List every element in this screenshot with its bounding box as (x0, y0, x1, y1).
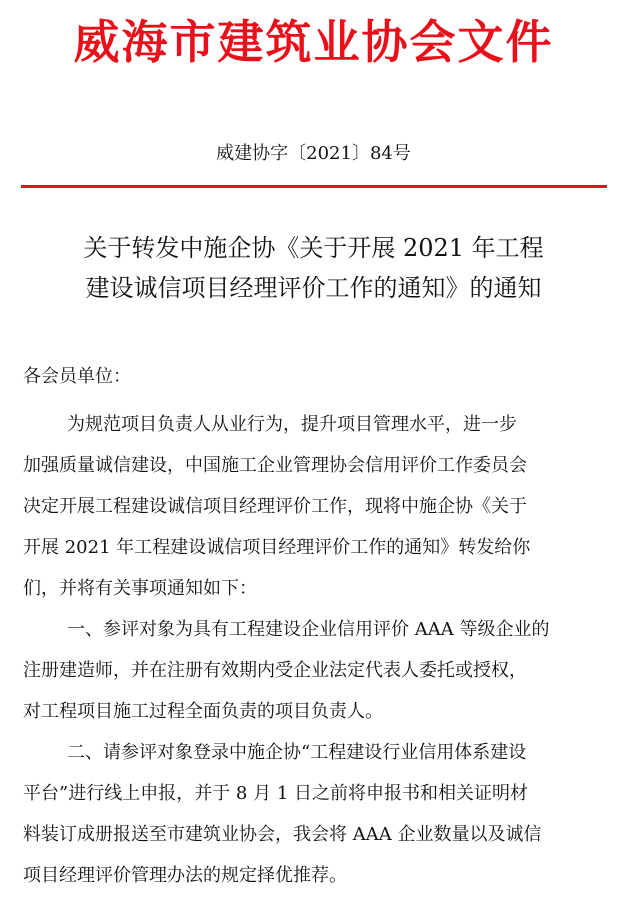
masthead-title: 威海市建筑业协会文件 (73, 15, 554, 69)
paragraph-line: 一、参评对象为具有工程建设企业信用评价 AAA 等级企业的 (67, 619, 550, 640)
paragraph-line: 注册建造师，并在注册有效期内受企业法定代表人委托或授权， (23, 660, 527, 681)
paragraph-line: 平台”进行线上申报，并于 8 月 1 日之前将申报书和相关证明材 (23, 783, 528, 804)
paragraph-line: 项目经理评价管理办法的规定择优推荐。 (23, 865, 347, 886)
paragraph-item-two (23, 732, 608, 896)
red-divider (21, 185, 607, 188)
paragraph-line: 决定开展工程建设诚信项目经理评价工作，现将中施企协《关于 (23, 496, 527, 517)
paragraph-line: 料装订成册报送至市建筑业协会，我会将 AAA 企业数量以及诚信 (23, 824, 542, 845)
title-line: 建设诚信项目经理评价工作的通知》的通知 (85, 274, 542, 302)
paragraph-line: 开展 2021 年工程建设诚信项目经理评价工作的通知》转发给你 (23, 537, 531, 558)
salutation: 各会员单位： (23, 366, 131, 387)
paragraph-line: 二、请参评对象登录中施企协“工程建设行业信用体系建设 (67, 742, 527, 763)
paragraph-line: 们，并将有关事项通知如下： (23, 578, 257, 599)
paragraph-item-one (23, 609, 608, 732)
paragraph-line: 为规范项目负责人从业行为，提升项目管理水平，进一步 (67, 414, 517, 435)
title-line: 关于转发中施企协《关于开展 2021 年工程 (83, 234, 544, 262)
paragraph-intro (23, 404, 608, 609)
paragraph-line: 对工程项目施工过程全面负责的项目负责人。 (23, 701, 383, 722)
paragraph-line: 加强质量诚信建设，中国施工企业管理协会信用评价工作委员会 (23, 455, 527, 476)
document-number: 威建协字〔2021〕84号 (216, 143, 411, 164)
document-title (0, 228, 627, 308)
